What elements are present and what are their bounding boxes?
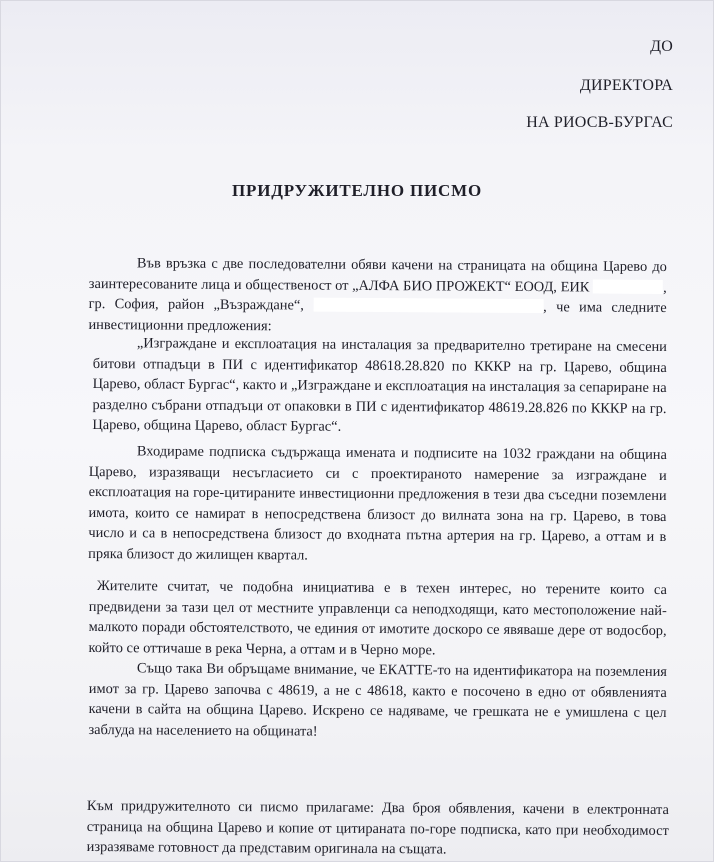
proposals-quote-text: „Изграждане и експлоатация на инсталация за предварително третиране на смесени битови отпадъци в ПИ с идентификатор 48618.28.820 по КККР на гр. Царево, община Царево, област Бургас“, както и „Изграждане и експлоатация на инсталация за сепариране на разделно събрани отпадъци от опаковки в ПИ с идентификатор 48619.28.826 по КККР на гр. Царево, община Царево, област Бургас“. [92, 335, 667, 435]
paragraph-ekatte-notice [88, 658, 667, 744]
paragraph-petition [88, 441, 667, 568]
recipient-line-institution: НА РИОСВ-БУРГАС [526, 114, 673, 131]
letter-title: ПРИДРУЖИТЕЛНО ПИСМО [231, 181, 482, 200]
intro-text-part-2: , гр. София, район „Възраждане“, [88, 279, 667, 314]
attachments-text: Към придружителното си писмо прилагаме: Два броя обявления, качени в електронната страница на община Царево и копие от цитираната по-горе подписка, като при необходимост изразяваме готовност да представим оригинала на същата. [86, 797, 669, 858]
paragraph-residents-opinion [88, 576, 667, 662]
paragraph-attachments [87, 796, 669, 862]
redacted-eik-block [593, 279, 663, 293]
paragraph-intro [88, 253, 667, 339]
redacted-address-block [313, 298, 543, 314]
recipient-line-director: ДИРЕКТОРА [579, 77, 673, 94]
ekatte-notice-text: Също така Ви обръщаме внимание, че ЕКАТТЕ-то на идентификатора на поземления имот за гр. Царево започва с 48619, а не с 48618, както е посочено в едно от обявленията качени в сайта на община Царево. Искрено се надяваме, че грешката не е умишлена с цел заблуда на населението на общината! [88, 660, 667, 740]
intro-text-part-3: , че има следните инвестиционни предложения: [88, 299, 667, 334]
petition-text: Входираме подписка съдържаща имената и подписите на 1032 граждани на община Царево, изразяващи несъгласието си с проектираното намерение за изграждане и експлоатация на горе-цитираните инвестиционни предложения в тези два съседни поземлени имота, които се намират в непосредствена близост до вилната зона на гр. Царево, в това число и са в непосредствена близост до входната пътна артерия на гр. Царево, а оттам и в пряка близост до жилищен квартал. [88, 443, 667, 564]
intro-text-part-1: Във връзка с две последователни обяви качени на страницата на община Царево до заинтересованите лица и общественост от „АЛФА БИО ПРОЖЕКТ“ ЕООД, ЕИК [88, 255, 667, 295]
recipient-line-to: ДО [650, 38, 673, 55]
residents-opinion-text: Жителите считат, че подобна инициатива е в техен интерес, но терените които са предвидени за тази цел от местните управленци са неподходящи, като местоположение най-малкото поради обстоятелството, че единия от имотите доскоро се явяваше дере от водосбор, който се оттичаше в река Черна, а оттам и в Черно море. [88, 578, 667, 658]
paragraph-proposals-quote [92, 333, 667, 440]
